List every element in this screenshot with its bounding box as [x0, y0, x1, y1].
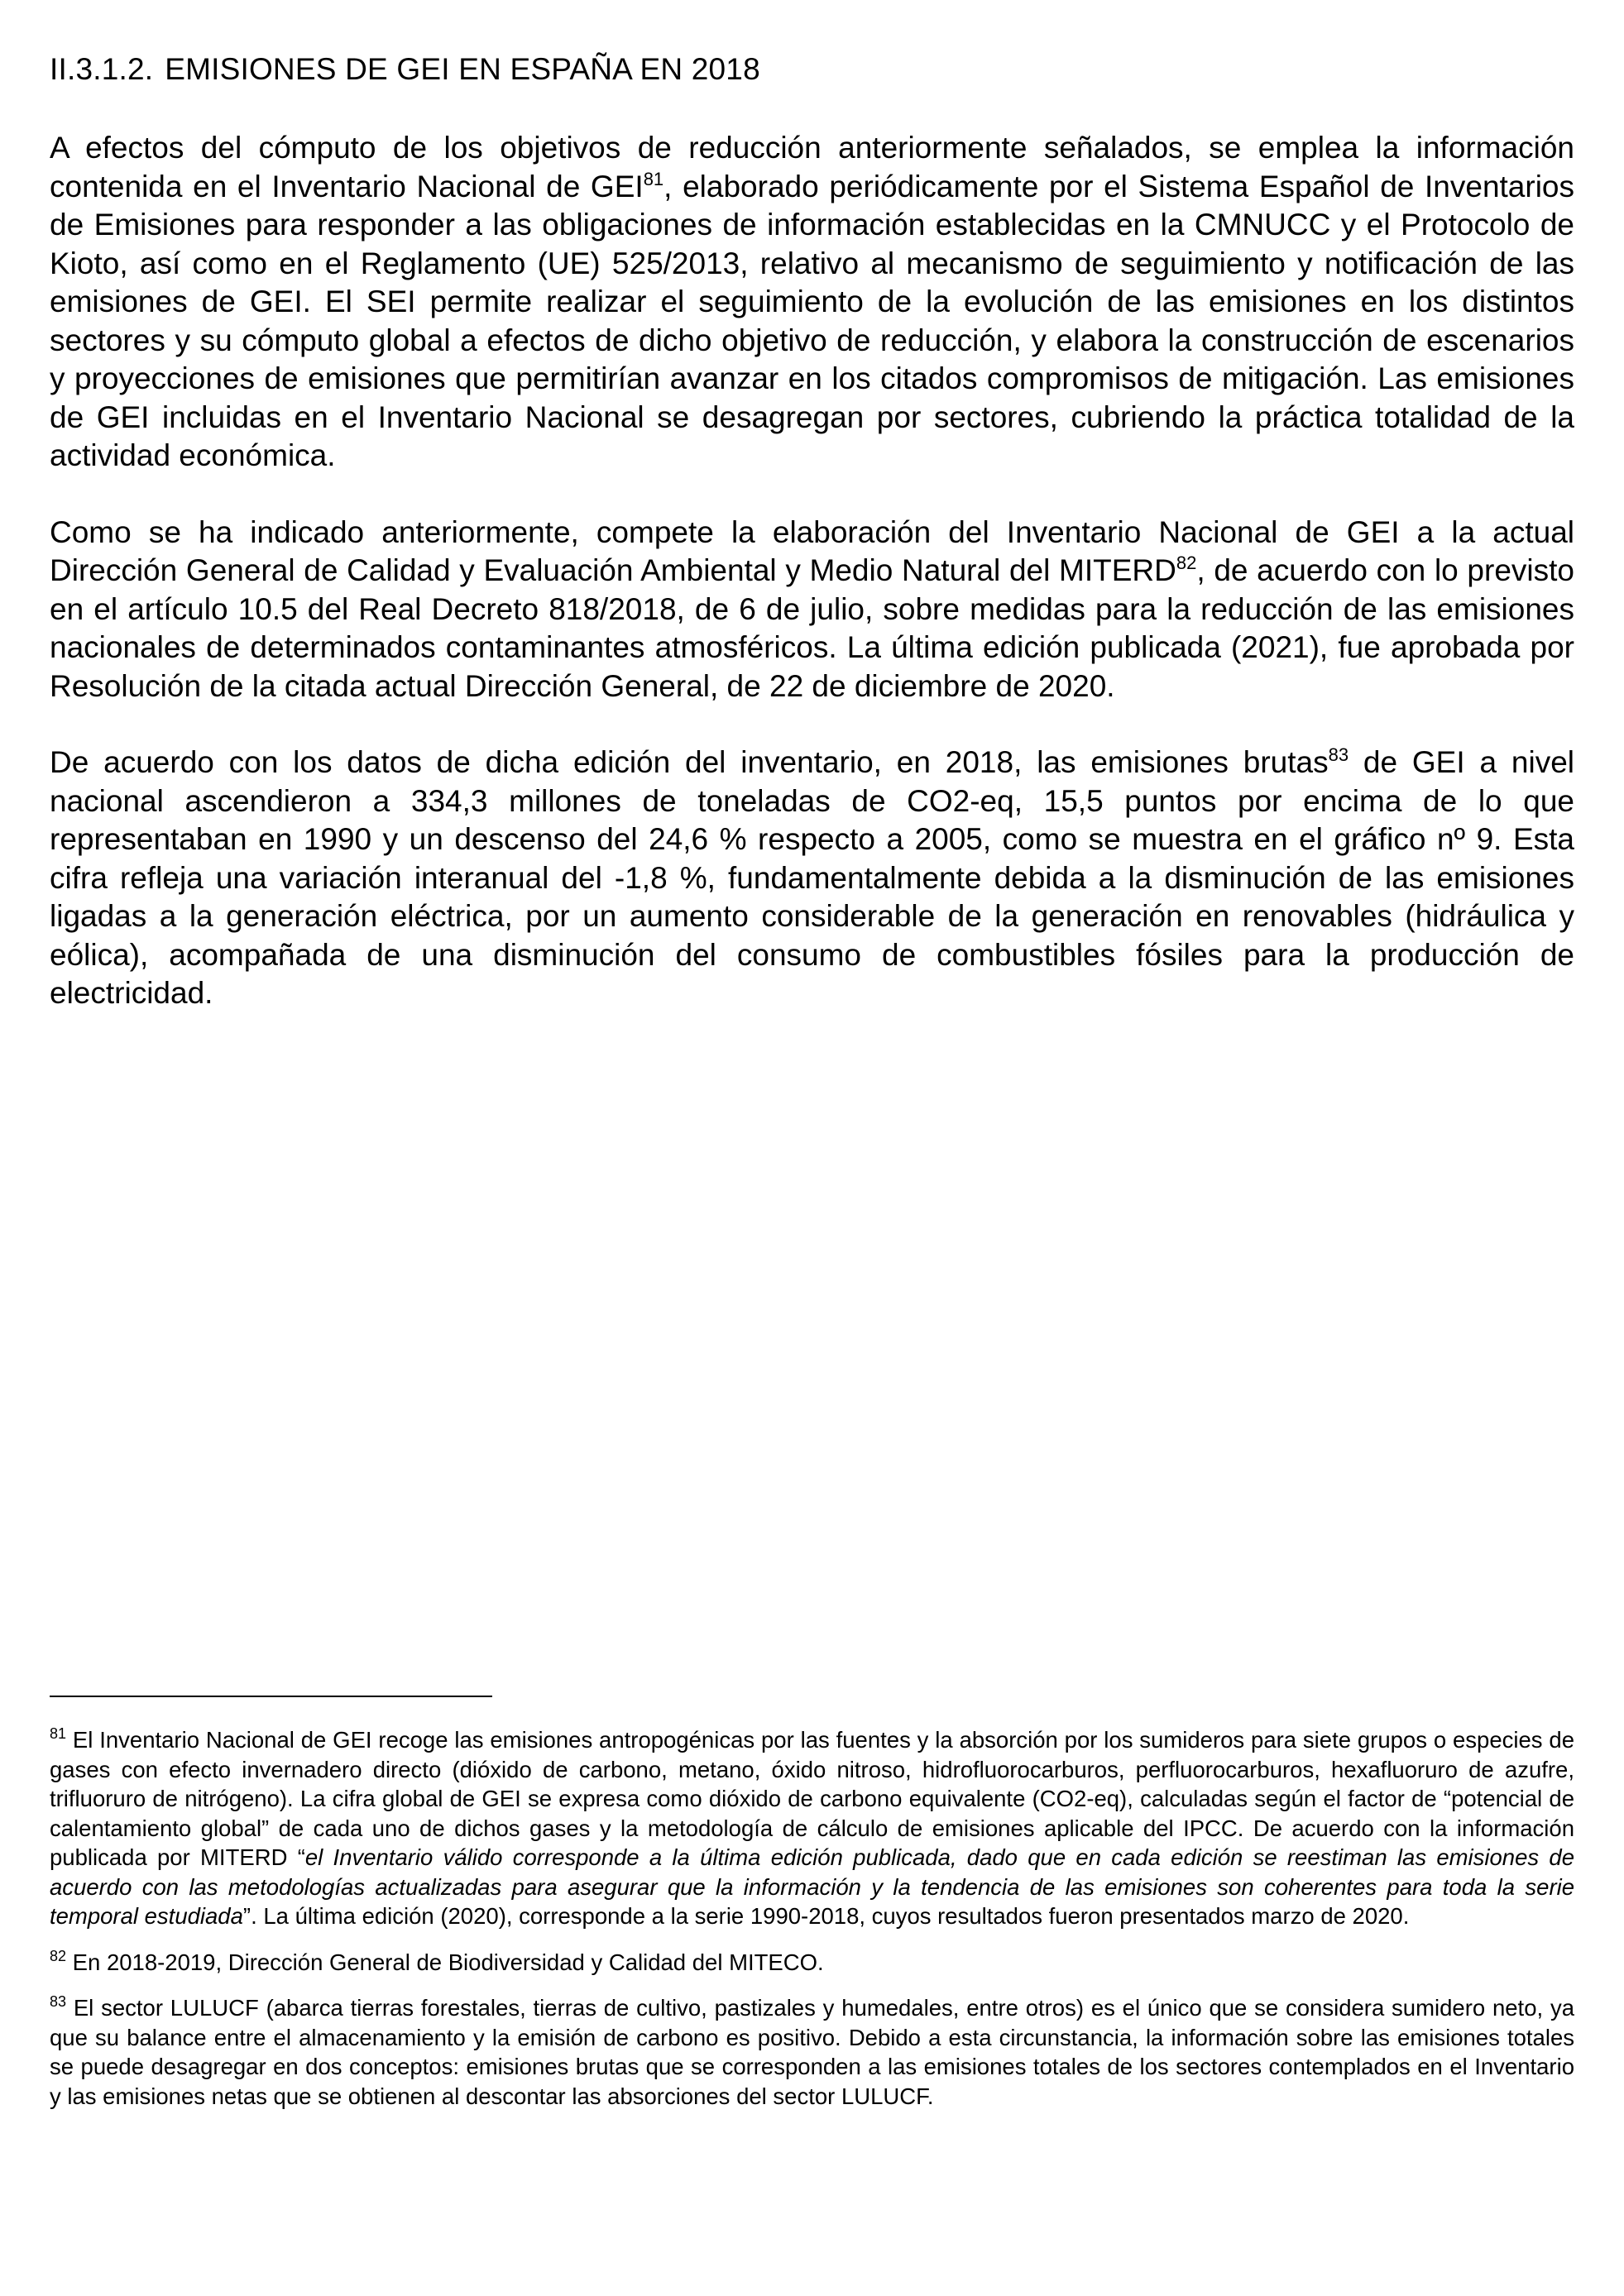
section-heading	[50, 50, 1574, 89]
footnote-separator	[50, 1696, 492, 1697]
section-number: II.3.1.2.	[50, 52, 154, 86]
footnote-83	[50, 1993, 1574, 2111]
footnote-81-text-a: El Inventario Nacional de GEI recoge las emisiones antropogénicas por las fuentes y la absorción por los sumideros para siete grupos o especies de gases con efecto invernadero directo (dióxido de carbono, metano, óxido nitroso, hidrofluorocarburos, perfluorocarburos, hexafluoruro de azufre, trifluoruro de nitrógeno). La cifra global de GEI se expresa como dióxido de carbono equivalente (CO2-eq), calculadas según el factor de “potencial de calentamiento global” de cada uno de dichos gases y la metodología de cálculo de emisiones aplicable del IPCC. De acuerdo con la información publicada por MITERD “	[50, 1727, 1574, 1870]
paragraph-2-text-a: Como se ha indicado anteriormente, compete la elaboración del Inventario Nacional de GEI a la actual Dirección General de Calidad y Evaluación Ambiental y Medio Natural del MITERD	[50, 514, 1574, 587]
document-body	[50, 50, 1574, 1051]
paragraph-3-text-b: de GEI a nivel nacional ascendieron a 334,3 millones de toneladas de CO2-eq, 15,5 puntos por encima de lo que representaban en 1990 y un descenso del 24,6 % respecto a 2005, como se muestra en el gráfico nº 9. Esta cifra refleja una variación interanual del -1,8 %, fundamentalmente debida a la disminución de las emisiones ligadas a la generación eléctrica, por un aumento considerable de la generación en renovables (hidráulica y eólica), acompañada de una disminución del consumo de combustibles fósiles para la producción de electricidad.	[50, 745, 1574, 1010]
footnote-ref-82[interactable]: 82	[1176, 552, 1197, 573]
paragraph-1-text-a: A efectos del cómputo de los objetivos de reducción anteriormente señalados, se emplea la información contenida en el Inventario Nacional de GEI	[50, 131, 1574, 203]
footnote-83-text: El sector LULUCF (abarca tierras forestales, tierras de cultivo, pastizales y humedales, entre otros) es el único que se considera sumidero neto, ya que su balance entre el almacenamiento y la emisión de carbono es positivo. Debido a esta circunstancia, la información sobre las emisiones totales se puede desagregar en dos conceptos: emisiones brutas que se corresponden a las emisiones totales de los sectores contemplados en el Inventario y las emisiones netas que se obtienen al descontar las absorciones del sector LULUCF.	[50, 1995, 1574, 2109]
paragraph-1-text-b: , elaborado periódicamente por el Sistema Español de Inventarios de Emisiones para responder a las obligaciones de información establecidas en la CMNUCC y el Protocolo de Kioto, así como en el Reglamento (UE) 525/2013, relativo al mecanismo de seguimiento y notificación de las emisiones de GEI. El SEI permite realizar el seguimiento de la evolución de las emisiones en los distintos sectores y su cómputo global a efectos de dicho objetivo de reducción, y elabora la construcción de escenarios y proyecciones de emisiones que permitirían avanzar en los citados compromisos de mitigación. Las emisiones de GEI incluidas en el Inventario Nacional se desagregan por sectores, cubriendo la práctica totalidad de la actividad económica.	[50, 169, 1575, 472]
paragraph-2-text-b: , de acuerdo con lo previsto en el artículo 10.5 del Real Decreto 818/2018, de 6 de julio, sobre medidas para la reducción de las emisiones nacionales de determinados contaminantes atmosféricos. La última edición publicada (2021), fue aprobada por Resolución de la citada actual Dirección General, de 22 de diciembre de 2020.	[50, 553, 1574, 703]
footnote-number-81: 81	[50, 1725, 67, 1742]
section-title: EMISIONES DE GEI EN ESPAÑA EN 2018	[165, 52, 760, 86]
footnote-82	[50, 1948, 1574, 1978]
footnote-81	[50, 1725, 1574, 1931]
footnote-82-text: En 2018-2019, Dirección General de Biodiversidad y Calidad del MITECO.	[66, 1949, 824, 1975]
footnote-number-83: 83	[50, 1993, 67, 2010]
footnote-81-quote: el Inventario válido corresponde a la última edición publicada, dado que en cada edición se reestiman las emisiones de acuerdo con las metodologías actualizadas para asegurar que la información y la tendencia de las emisiones son coherentes para toda la serie temporal estudiada	[50, 1844, 1575, 1929]
paragraph-2	[50, 514, 1574, 706]
footnote-81-text-b: ”. La última edición (2020), corresponde a la serie 1990-2018, cuyos resultados fueron presentados marzo de 2020.	[242, 1903, 1410, 1929]
paragraph-3-text-a: De acuerdo con los datos de dicha edición del inventario, en 2018, las emisiones brutas	[50, 745, 1329, 779]
footnote-ref-81[interactable]: 81	[643, 168, 664, 189]
paragraph-3	[50, 744, 1574, 1013]
footnotes-section	[50, 1696, 1574, 2127]
paragraph-1	[50, 129, 1574, 476]
footnote-number-82: 82	[50, 1947, 67, 1964]
footnote-ref-83[interactable]: 83	[1328, 744, 1349, 765]
